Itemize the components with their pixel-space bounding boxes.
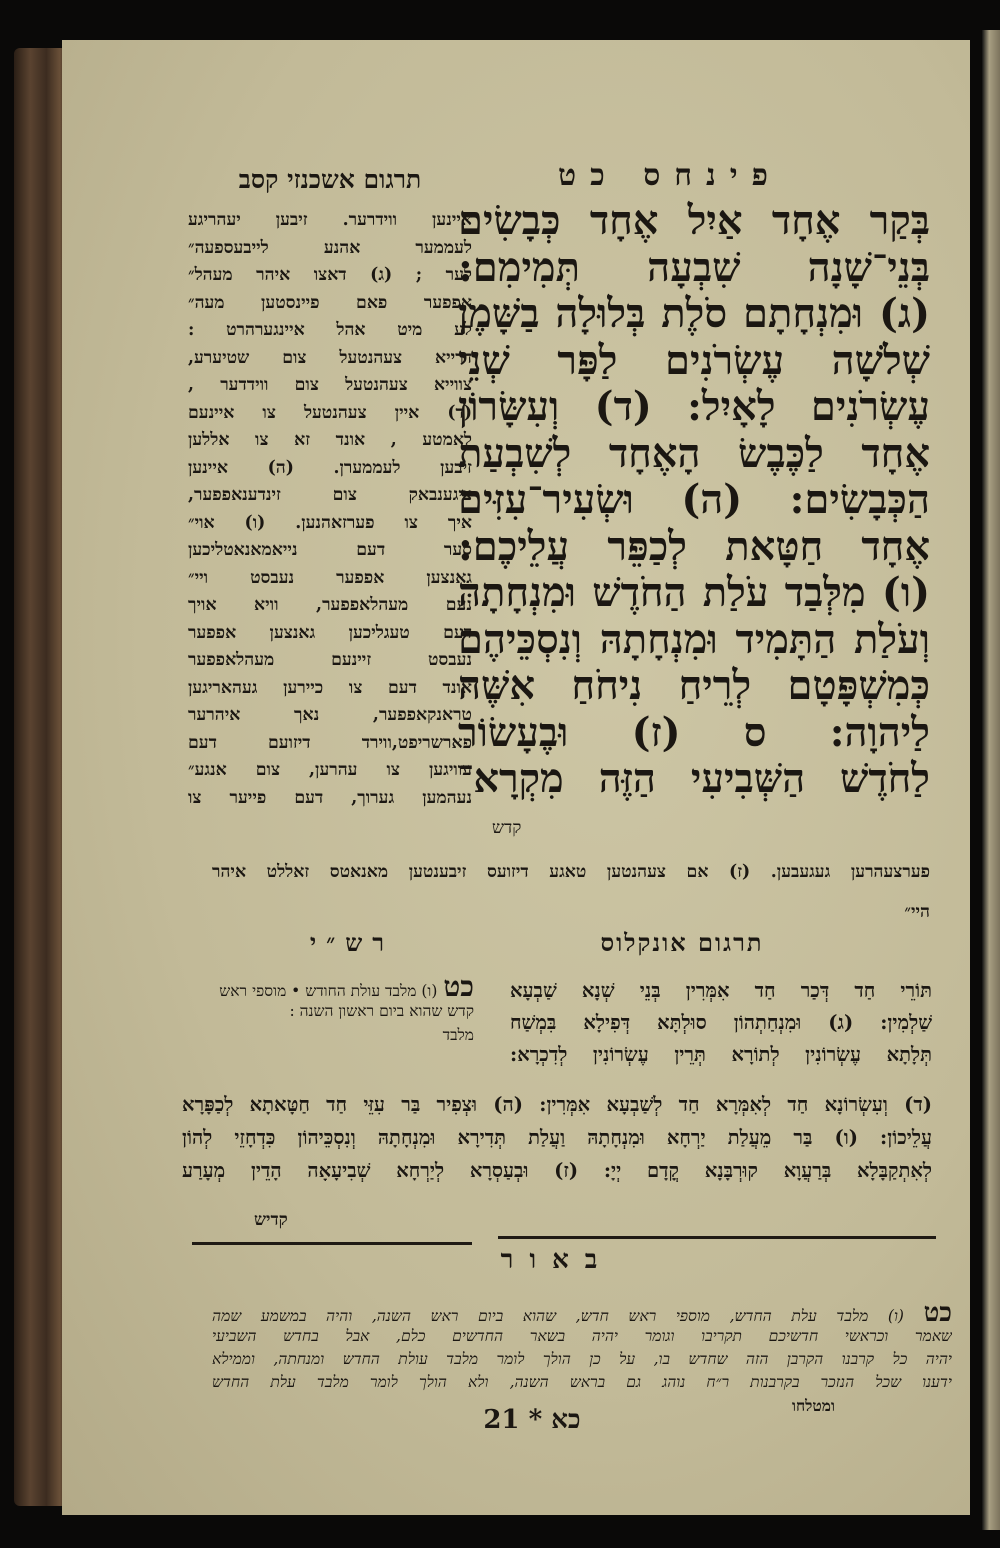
translation-line: לער ; (ג) דאצו איהר מעהל״ (188, 265, 472, 285)
translation-line: טראנקאפפער, נאך איהרער (188, 705, 472, 725)
yiddish-translation-column (188, 207, 472, 812)
rashi-column (212, 975, 474, 1047)
opposite-page-edge (982, 30, 1000, 1530)
verse-line: בְּנֵי־שָׁנָה שִׁבְעָה תְּמִימִם: (458, 244, 930, 291)
rashi-chapter-number: כט (443, 975, 474, 999)
section-divider (498, 1236, 936, 1239)
translation-line: נעבסט זיינעם מעהלאפפער (188, 650, 472, 670)
beur-chapter-number: כט (923, 1302, 952, 1325)
translation-line-wide: היי״ (904, 902, 930, 922)
beur-line (212, 1302, 952, 1325)
beur-line: יהיה כל קרבנו הקרבן הזה שחדש בו, על כן הולך לומר מלבד עולת החדש ומנחתה, וממילא (212, 1350, 952, 1368)
translation-line: ציגענבאק צום זינדענאפפער, (188, 485, 472, 505)
translation-line: לאמטע , אונד זא צו אללען (188, 430, 472, 450)
parasha-running-head: פינחס כט (558, 158, 782, 193)
verse-line: אֶחָד חַטָּאת לְכַפֵּר עֲלֵיכֶם: (458, 523, 930, 570)
rashi-line: מלבד (442, 1026, 474, 1044)
onkelos-column (510, 975, 932, 1071)
verse-line: כְּמִשְׁפָּטָם לְרֵיחַ נִיחֹחַ אִשֶּׁה (458, 663, 930, 709)
translation-line-wide: פערצעהרען געגעבען. (ז) אם צעהנטען טאגע דיזועס זיבענטען מאנאטס זאללט איהר (212, 862, 930, 882)
onkelos-line: שַׁלְמִין: (ג) וּמִנְחַתְהוֹן סוּלְתָּא דְּפִילָא בִּמְשַׁח (510, 1011, 932, 1034)
translation-line: אפפער פאם פיינסטען מעה״ (188, 292, 472, 313)
beur-heading: באור (500, 1245, 614, 1275)
beur-line: שאמר וכראשי חדשיכם תקריבו וגומר יהיה בשאר החדשים כלם, אבל בחדש השביעי (212, 1327, 952, 1345)
rashi-line (212, 975, 474, 999)
translation-line: נעם מעהלאפפער, וויא אויך (188, 595, 472, 615)
verse-line: (ג) וּמִנְחָתָם סֹלֶת בְּלוּלָה בַשָּׁמֶן (458, 291, 930, 337)
verse-line: בְּקַר אֶחָד אַיִל אֶחָד כְּבָשִׂים (458, 198, 930, 244)
translation-line: פארשריפט,ווירד דיזועם דעם (188, 732, 472, 753)
translation-line: לעממער אהנע לייבעספעה״ (188, 237, 472, 258)
onkelos-wide-block (182, 1088, 932, 1187)
beur-text: (ו) מלבד עלת החדש, מוספי ראש חדש, שהוא ביום ראש השנה, והיה במשמע שמה (212, 1307, 904, 1325)
beur-commentary (212, 1302, 952, 1417)
page-number: כא * 21 (483, 1405, 581, 1435)
translation-line: צווייא צעהנטעל צום ווידדער , (188, 375, 472, 395)
onkelos-line: עֲלֵיכוֹן: (ו) בַּר מֵעֲלַת יַרְחָא וּמִנְחָתָהּ וַעֲלַת תְּדִירָא וּמִנְחָתָהּ וְנִסְכֵּיהוֹן כִּדְחָזֵי לְהוֹן (182, 1126, 932, 1149)
torah-verse-column (458, 198, 930, 803)
onkelos-line: תּוֹרֵי חַד דְּכַר חַד אִמְּרִין בְּנֵי שְׁנָא שַׁבְעָא (510, 979, 932, 1002)
verse-line: אֶחָד לַכֶּבֶשׂ הָאֶחָד לְשִׁבְעַת (458, 430, 930, 477)
translation-line: אונד דעם צו כיירען געהאריגען (188, 677, 472, 698)
verse-line: (ו) מִלְּבַד עֹלַת הַחֹדֶשׁ וּמִנְחָתָהּ (458, 570, 930, 616)
beur-line: ידענו שכל הנזכר בקרבנות ר״ח נוהג גם בראש השנה, ולא הולך לומר מלבד עלת החדש (212, 1373, 952, 1391)
rashi-heading: רש״י (309, 928, 395, 957)
translation-line: גאנצען אפפער נעבסט ויי״ (188, 567, 472, 588)
translation-line: סער דעם נייאמאנאטליכען (188, 540, 472, 560)
verse-line: שְׁלֹשָׁה עֶשְׂרֹנִים לַפָּר שְׁנֵי (458, 337, 930, 384)
verse-line: עֶשְׂרֹנִים לָאָיִל: (ד) וְעִשָּׂרוֹן (458, 384, 930, 430)
rashi-text: (ו) מלבד עולת החודש • מוספי ראש (219, 982, 438, 999)
book-page (62, 40, 970, 1515)
translation-line: איינען ווידרער. זיבען יעהריגע (188, 210, 472, 230)
onkelos-line: תְּלָתָא עֶשְׂרוֹנִין לְתוֹרָא תְּרֵין עֶשְׂרוֹנִין לְדִכְרָא: (510, 1043, 932, 1066)
section-divider (192, 1242, 472, 1245)
translation-line: נעהמען גערוך, דעם פייער צו (188, 787, 472, 808)
verse-line: וְעֹלַת הַתָּמִיד וּמִנְחָתָהּ וְנִסְכֵּיהֶם (458, 616, 930, 663)
translation-line: איך צו פערזאהנען. (ו) אוי״ (188, 512, 472, 533)
beur-catchword: ומטלחו (792, 1396, 835, 1415)
onkelos-line: (ד) וְעִשְׂרוֹנָא חַד לְאִמְּרָא חַד לְשַׁבְעָא אִמְּרִין: (ה) וּצְפִיר בַּר עִזֵּי חַד חַטָּאתָא לְכַפָּרָא (182, 1093, 932, 1116)
verse-catchword: קדש (492, 818, 522, 838)
onkelos-heading: תרגום אונקלוס (600, 928, 764, 957)
onkelos-line: לְאִתְקַבָּלָא בְּרַעֲוָא קוּרְבָּנָא קֳדָם יְיָ: (ז) וּבְעַסְרָא לְיַרְחָא שְׁבִיעָאָה הָדֵין מְעָרַע (182, 1159, 932, 1182)
book-page-edges (14, 48, 68, 1506)
translation-line: דרייא צעהנטעל צום שטיערע, (188, 347, 472, 368)
verse-line: הַכְּבָשִׂים: (ה) וּשְׂעִיר־עִזִּים (458, 477, 930, 523)
translation-line: דעם טעגליכען גאנצען אפפער (188, 622, 472, 643)
rashi-line: קדש שהוא ביום ראשון השנה : (289, 1002, 474, 1020)
verse-line: לַיהוָה: ס (ז) וּבֶעָשׂוֹר (458, 709, 930, 756)
onkelos-catchword: קדיש (254, 1210, 288, 1230)
translation-line: עוויגען צו עהרען, צום אנגע״ (188, 760, 472, 780)
translation-line: זיבען לעממערן. (ה) איינען (188, 457, 472, 478)
verse-line: לַחֹדֶשׁ הַשְּׁבִיעִי הַזֶּה מִקְרָא־ (458, 756, 930, 802)
translation-line: (ד) איין צעהנטעל צו איינעם (188, 402, 472, 423)
translation-line: לע מיט אהל איינגערהרט : (188, 320, 472, 340)
yiddish-translation-heading: תרגום אשכנזי קסב (238, 165, 422, 194)
